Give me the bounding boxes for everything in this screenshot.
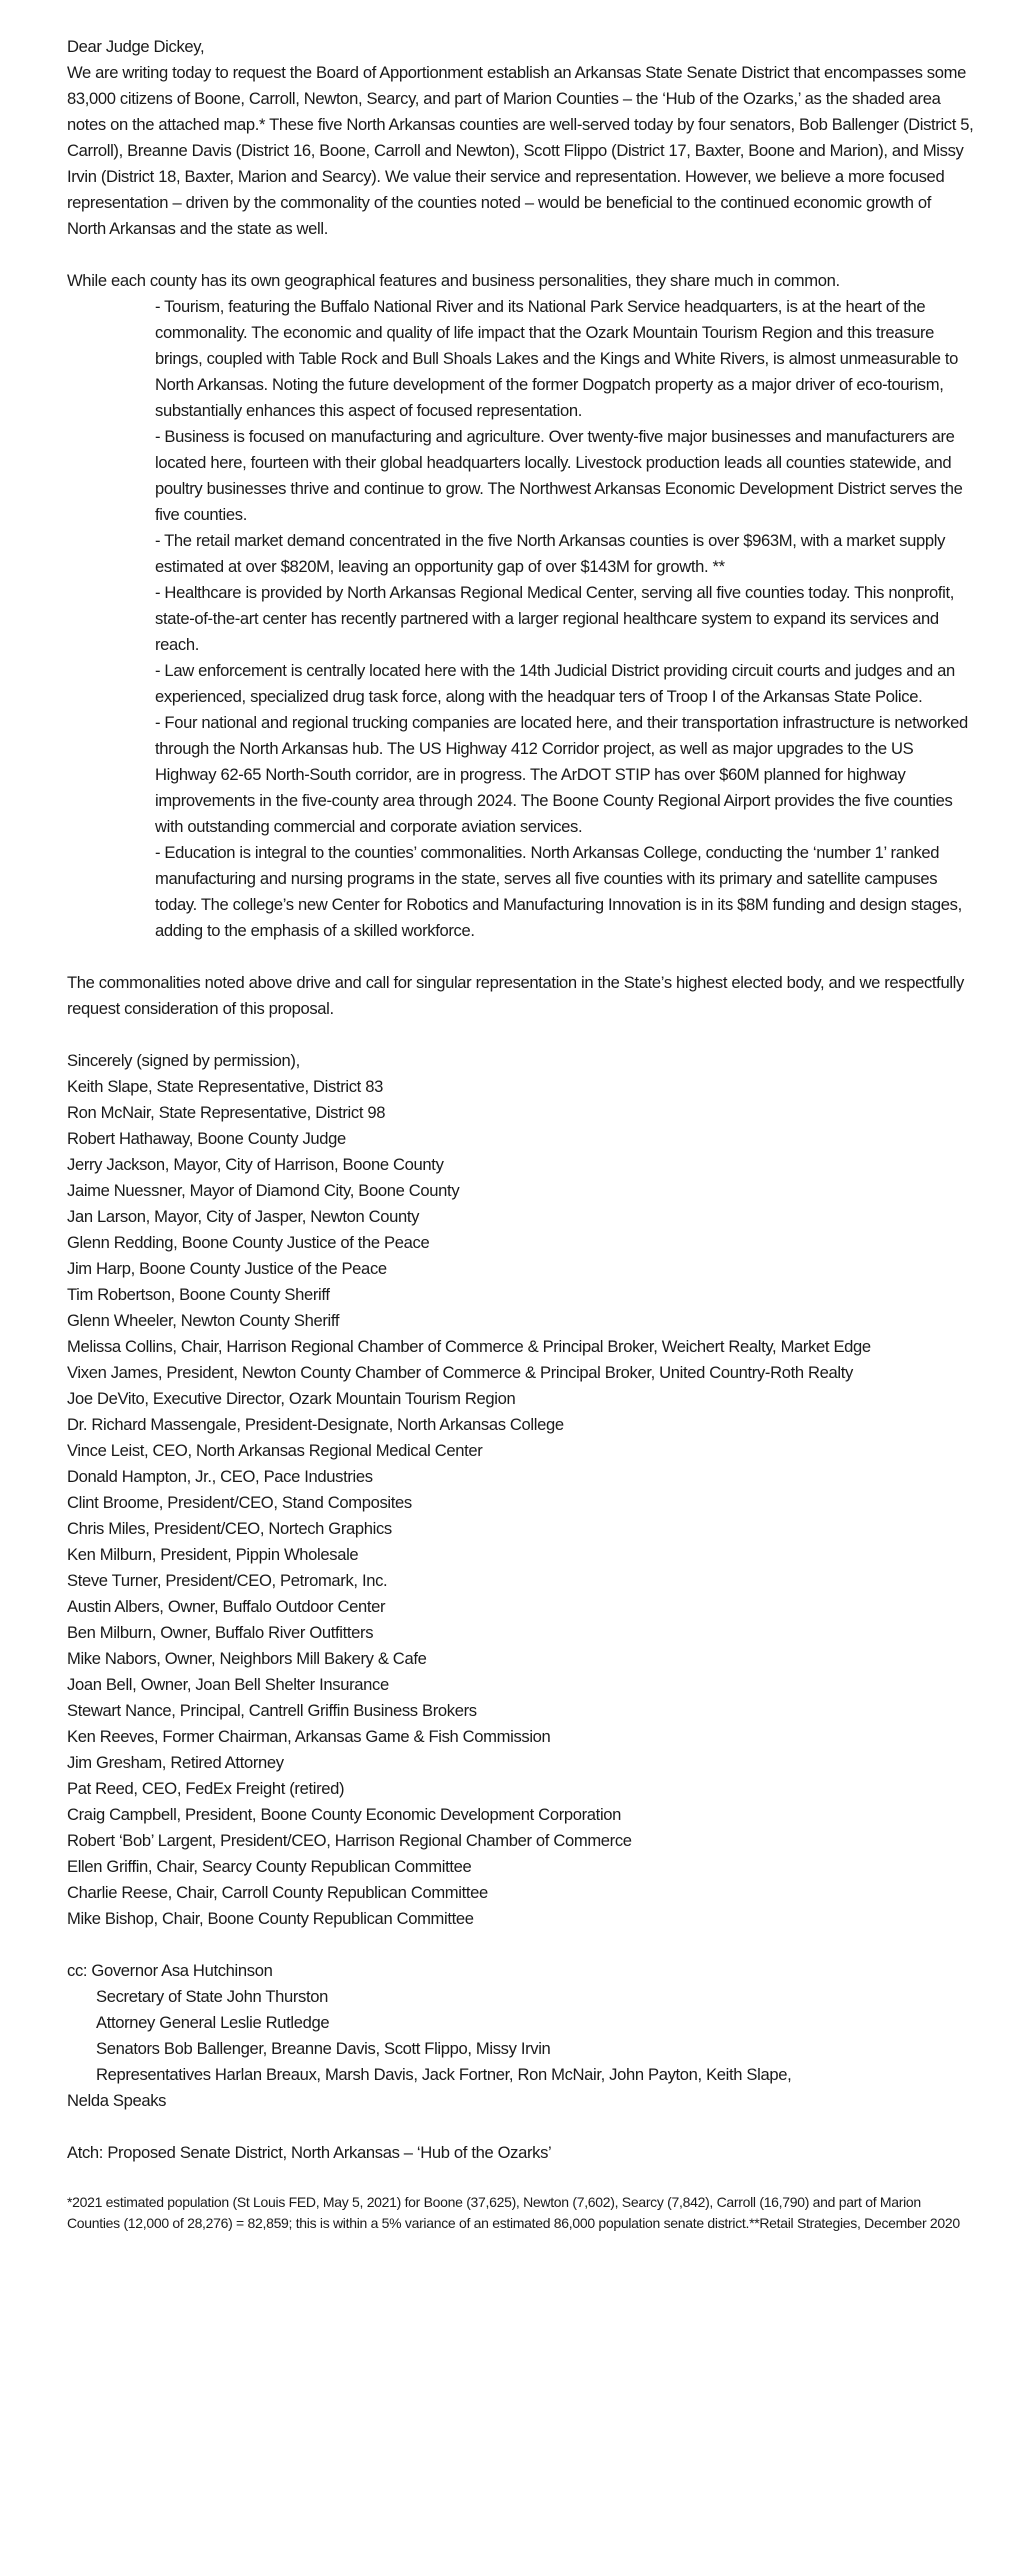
signatory: Clint Broome, President/CEO, Stand Composites [67,1493,412,1512]
commonality-intro: While each county has its own geographical features and business personalities, they share much in common. [67,271,840,290]
signatory: Vixen James, President, Newton County Chamber of Commerce & Principal Broker, United Country-Roth Realty [67,1363,853,1382]
signatory: Vince Leist, CEO, North Arkansas Regional Medical Center [67,1441,483,1460]
spacer [67,242,974,268]
signatory: Austin Albers, Owner, Buffalo Outdoor Center [67,1597,386,1616]
cc-block [67,1958,974,2114]
cc-line: Nelda Speaks [67,2091,167,2110]
cc-line: Senators Bob Ballenger, Breanne Davis, Scott Flippo, Missy Irvin [96,2039,551,2058]
signatory: Steve Turner, President/CEO, Petromark, Inc. [67,1571,388,1590]
cc-line: cc: Governor Asa Hutchinson [67,1961,273,1980]
salutation: Dear Judge Dickey, [67,37,205,56]
signatory: Mike Bishop, Chair, Boone County Republican Committee [67,1909,474,1928]
signatory: Ken Milburn, President, Pippin Wholesale [67,1545,359,1564]
bullet-education: - Education is integral to the counties’ commonalities. North Arkansas College, conducting the ‘number 1’ ranked manufacturing and nursing programs in the state, serves all five counties with its primary and satellite campuses today. The college’s new Center for Robotics and Manufacturing Innovation is in its $8M funding and design stages, adding to the emphasis of a skilled workforce. [155,843,962,940]
signatory: Melissa Collins, Chair, Harrison Regional Chamber of Commerce & Principal Broker, Weichert Realty, Market Edge [67,1337,871,1356]
signatory: Joan Bell, Owner, Joan Bell Shelter Insurance [67,1675,389,1694]
signatory-list [67,1074,974,1932]
signatory: Ben Milburn, Owner, Buffalo River Outfitters [67,1623,374,1642]
cc-line: Representatives Harlan Breaux, Marsh Davis, Jack Fortner, Ron McNair, John Payton, Keith Slape, [96,2065,792,2084]
bullet-retail: - The retail market demand concentrated in the five North Arkansas counties is over $963M, with a market supply estimated at over $820M, leaving an opportunity gap of over $143M for growth. ** [155,531,946,576]
signatory: Charlie Reese, Chair, Carroll County Republican Committee [67,1883,488,1902]
signatory: Craig Campbell, President, Boone County Economic Development Corporation [67,1805,622,1824]
signatory: Dr. Richard Massengale, President-Designate, North Arkansas College [67,1415,564,1434]
footnote: *2021 estimated population (St Louis FED, May 5, 2021) for Boone (37,625), Newton (7,602), Searcy (7,842), Carroll (16,790) and part of Marion Counties (12,000 of 28,276) = 82,859; this is within a 5% variance of an estimated 86,000 population senate district.**Retail Strategies, December 2020 [67,2194,960,2231]
signatory: Jan Larson, Mayor, City of Jasper, Newton County [67,1207,420,1226]
signoff: Sincerely (signed by permission), [67,1051,300,1070]
signatory: Keith Slape, State Representative, District 83 [67,1077,383,1096]
signatory: Tim Robertson, Boone County Sheriff [67,1285,330,1304]
attachment-note: Atch: Proposed Senate District, North Arkansas – ‘Hub of the Ozarks’ [67,2143,552,2162]
cc-line: Secretary of State John Thurston [96,1987,329,2006]
bullet-transportation: - Four national and regional trucking companies are located here, and their transportation infrastructure is networked through the North Arkansas hub. The US Highway 412 Corridor project, as well as major upgrades to the US Highway 62-65 North-South corridor, are in progress. The ArDOT STIP has over $60M planned for highway improvements in the five-county area through 2024. The Boone County Regional Airport provides the five counties with outstanding commercial and corporate aviation services. [155,713,968,836]
signatory: Chris Miles, President/CEO, Nortech Graphics [67,1519,392,1538]
spacer [67,1932,974,1958]
signatory: Jim Harp, Boone County Justice of the Peace [67,1259,387,1278]
spacer [67,1022,974,1048]
signatory: Donald Hampton, Jr., CEO, Pace Industries [67,1467,373,1486]
spacer [67,944,974,970]
signatory: Robert ‘Bob’ Largent, President/CEO, Harrison Regional Chamber of Commerce [67,1831,632,1850]
signatory: Jim Gresham, Retired Attorney [67,1753,284,1772]
bullet-healthcare: - Healthcare is provided by North Arkansas Regional Medical Center, serving all five counties today. This nonprofit, state-of-the-art center has recently partnered with a larger regional healthcare system to expand its services and reach. [155,583,955,654]
bullet-tourism: - Tourism, featuring the Buffalo National River and its National Park Service headquarters, is at the heart of the commonality. The economic and quality of life impact that the Ozark Mountain Tourism Region and this treasure brings, coupled with Table Rock and Bull Shoals Lakes and the Kings and White Rivers, is almost unmeasurable to North Arkansas. Noting the future development of the former Dogpatch property as a major driver of eco-tourism, substantially enhances this aspect of focused representation. [155,297,958,420]
signatory: Jerry Jackson, Mayor, City of Harrison, Boone County [67,1155,444,1174]
signatory: Jaime Nuessner, Mayor of Diamond City, Boone County [67,1181,460,1200]
spacer [67,2114,974,2140]
bullet-business: - Business is focused on manufacturing and agriculture. Over twenty-five major businesses and manufacturers are located here, fourteen with their global headquarters locally. Livestock production leads all counties statewide, and poultry businesses thrive and continue to grow. The Northwest Arkansas Economic Development District serves the five counties. [155,427,963,524]
signatory: Stewart Nance, Principal, Cantrell Griffin Business Brokers [67,1701,477,1720]
bullet-law-enforcement: - Law enforcement is centrally located here with the 14th Judicial District providing circuit courts and judges and an experienced, specialized drug task force, along with the headquar ters of Troop I of the Arkansas State Police. [155,661,955,706]
closing-paragraph: The commonalities noted above drive and call for singular representation in the State’s highest elected body, and we respectfully request consideration of this proposal. [67,973,964,1018]
signatory: Glenn Redding, Boone County Justice of the Peace [67,1233,430,1252]
signatory: Ron McNair, State Representative, District 98 [67,1103,386,1122]
signatory: Glenn Wheeler, Newton County Sheriff [67,1311,340,1330]
signatory: Joe DeVito, Executive Director, Ozark Mountain Tourism Region [67,1389,516,1408]
signatory: Mike Nabors, Owner, Neighbors Mill Bakery & Cafe [67,1649,427,1668]
cc-line: Attorney General Leslie Rutledge [96,2013,330,2032]
signatory: Ellen Griffin, Chair, Searcy County Republican Committee [67,1857,472,1876]
signatory: Pat Reed, CEO, FedEx Freight (retired) [67,1779,345,1798]
signatory: Ken Reeves, Former Chairman, Arkansas Game & Fish Commission [67,1727,551,1746]
signatory: Robert Hathaway, Boone County Judge [67,1129,346,1148]
intro-paragraph: We are writing today to request the Board of Apportionment establish an Arkansas State Senate District that encompasses some 83,000 citizens of Boone, Carroll, Newton, Searcy, and part of Marion Counties – the ‘Hub of the Ozarks,’ as the shaded area notes on the attached map.* These five North Arkansas counties are well-served today by four senators, Bob Ballenger (District 5, Carroll), Breanne Davis (District 16, Boone, Carroll and Newton), Scott Flippo (District 17, Baxter, Boone and Marion), and Missy Irvin (District 18, Baxter, Marion and Searcy). We value their service and representation. However, we believe a more focused representation – driven by the commonality of the counties noted – would be beneficial to the continued economic growth of North Arkansas and the state as well. [67,63,974,238]
commonality-list [67,294,974,944]
